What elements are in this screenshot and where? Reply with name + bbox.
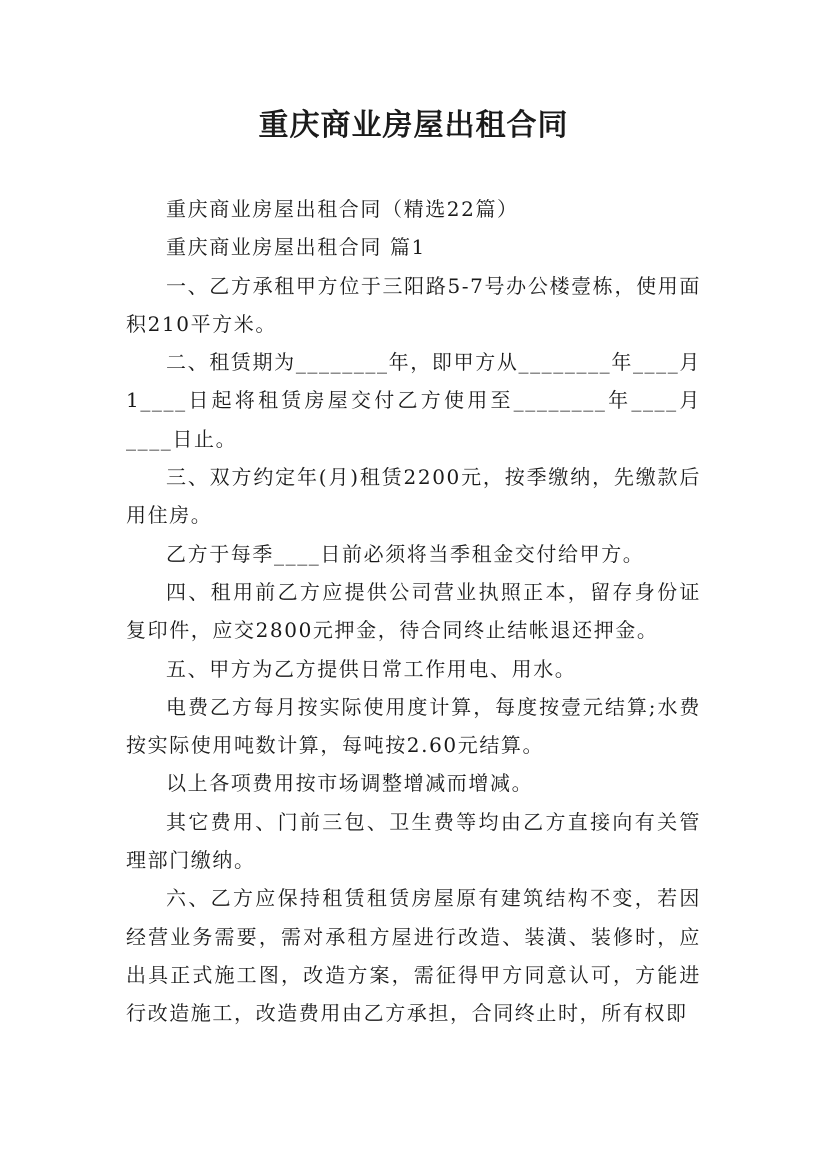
document-title: 重庆商业房屋出租合同 [258, 108, 569, 143]
rent-due-paragraph: 乙方于每季____日前必须将当季租金交付给甲方。 [166, 541, 645, 566]
other-fees-paragraph: 其它费用、门前三包、卫生费等均由乙方直接向有关管理部门缴纳。 [126, 809, 701, 873]
section-heading-paragraph: 重庆商业房屋出租合同 篇1 [166, 235, 426, 260]
document-body [126, 190, 701, 1033]
subtitle-paragraph: 重庆商业房屋出租合同（精选22篇） [166, 197, 519, 221]
clause-1-paragraph: 一、乙方承租甲方位于三阳路5-7号办公楼壹栋，使用面积210平方米。 [126, 273, 701, 336]
clause-4-paragraph: 四、租用前乙方应提供公司营业执照正本，留存身份证复印件，应交2800元押金，待合同终止结帐退还押金。 [126, 579, 701, 643]
clause-3-paragraph: 三、双方约定年(月)租赁2200元，按季缴纳，先缴款后用住房。 [126, 465, 701, 528]
clause-6-paragraph: 六、乙方应保持租赁租赁房屋原有建筑结构不变，若因经营业务需要，需对承租方屋进行改造、装潢、装修时，应出具正式施工图，改造方案，需征得甲方同意认可，方能进行改造施工，改造费用由乙方承担，合同终止时，所有权即 [126, 886, 701, 1026]
clause-5-paragraph: 五、甲方为乙方提供日常工作用电、用水。 [166, 656, 577, 681]
clause-2-paragraph: 二、租赁期为________年，即甲方从________年____月1____日起将租赁房屋交付乙方使用至________年____月____日止。 [126, 350, 701, 451]
utility-fee-paragraph: 电费乙方每月按实际使用度计算，每度按壹元结算;水费按实际使用吨数计算，每吨按2.60元结算。 [126, 694, 701, 758]
fee-adjustment-paragraph: 以上各项费用按市场调整增减而增减。 [166, 771, 534, 796]
